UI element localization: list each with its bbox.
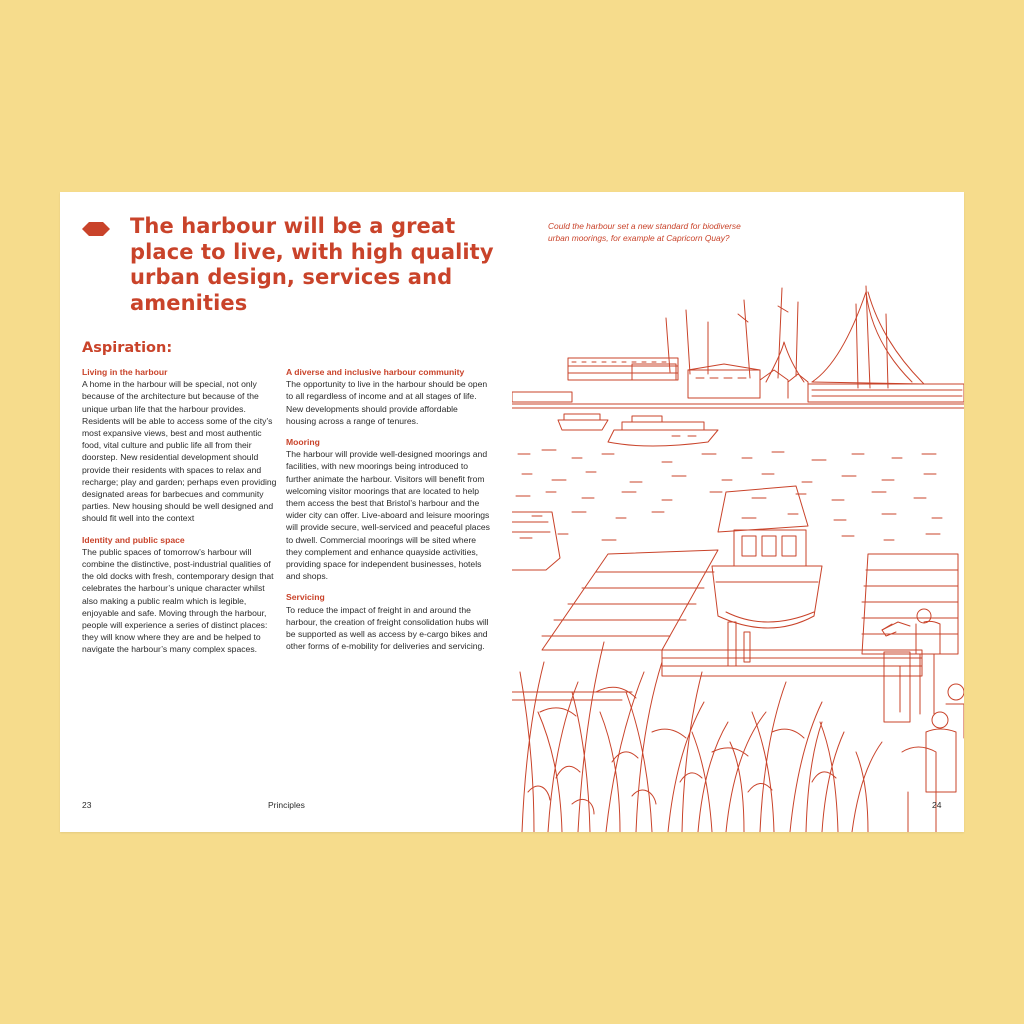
- text-column-left: [82, 366, 282, 665]
- section-body: The opportunity to live in the harbour should be open to all regardless of income and at all stages of life. New developments should provide affordable housing across a range of tenures.: [286, 379, 488, 426]
- section-body: The harbour will provide well-designed moorings and facilities, with new moorings being introduced to further animate the harbour. Visitors will benefit from welcoming visitor moorings that are located to help them access the best that Bristol’s harbour and the wider city can offer. Live-aboard and leisure moorings will provide secure, well-serviced and peaceful places to dwell. Commercial moorings will be sited where they complement and enhance quayside activities, providing space for independent businesses, hotels and shops.: [286, 449, 490, 582]
- section-mooring: [286, 436, 490, 582]
- moored-boat: [712, 486, 822, 628]
- footer-section-label: Principles: [268, 800, 305, 810]
- brochure-spread: [60, 192, 964, 832]
- harbour-illustration: [512, 192, 964, 832]
- section-body: To reduce the impact of freight in and around the harbour, the creation of freight consolidation hubs will be supported as well as access by e-cargo bikes and other forms of e-mobility for deliveries and servicing.: [286, 604, 489, 652]
- section-title: Living in the harbour: [82, 367, 168, 377]
- person-figure: [882, 609, 940, 714]
- reeds-foreground: [520, 642, 882, 832]
- mooring-posts: [728, 622, 910, 722]
- section-identity-and-public-space: [82, 534, 282, 656]
- aspiration-subheading: Aspiration:: [82, 340, 173, 356]
- section-diverse-inclusive-community: [286, 366, 490, 427]
- section-title: Identity and public space: [82, 534, 185, 545]
- section-living-in-the-harbour: [82, 366, 282, 525]
- right-page: [512, 192, 964, 832]
- section-body: A home in the harbour will be special, not only because of the architecture but because of the unique urban life that the harbour provides. Residents will be able to access some of the city’s most expansive views, best and most authentic food, vital culture and public life all from their doorstep. New residential development should provide their residents with spaces to relax and recharge; play and garden; perhaps even providing designated areas for barbecues and community parties. New housing should be well designed and should fit well into the context: [82, 379, 277, 524]
- page-headline: The harbour will be a great place to live, with high quality urban design, services and amenities: [130, 214, 494, 315]
- distant-boats: [558, 414, 718, 446]
- left-page: [60, 192, 512, 832]
- water-ripples: [516, 450, 942, 540]
- diamond-bullet-icon: [82, 222, 110, 236]
- narrowboat-left: [512, 512, 560, 570]
- section-title: Servicing: [286, 592, 325, 603]
- text-column-right: [286, 366, 490, 661]
- section-servicing: [286, 591, 490, 652]
- illustration-caption: Could the harbour set a new standard for biodiverse urban moorings, for example at Capricorn Quay?: [548, 221, 741, 243]
- section-body: The public spaces of tomorrow’s harbour will combine the distinctive, post-industrial qualities of the old docks with fresh, contemporary design that celebrates the harbour’s unique character whilst also making a public realm which is legible, enjoyable and safe. Moving through the harbour, people will experience a series of distinct places: they will know where they are and be helped to navigate the harbour’s many complex spaces.: [82, 546, 274, 655]
- canopy-sail: [766, 292, 924, 384]
- page-number-left: 23: [82, 800, 92, 810]
- skyline-buildings: [512, 358, 964, 408]
- section-title: A diverse and inclusive harbour community: [286, 367, 465, 377]
- section-title: Mooring: [286, 437, 320, 448]
- page-number-right: 24: [932, 800, 942, 810]
